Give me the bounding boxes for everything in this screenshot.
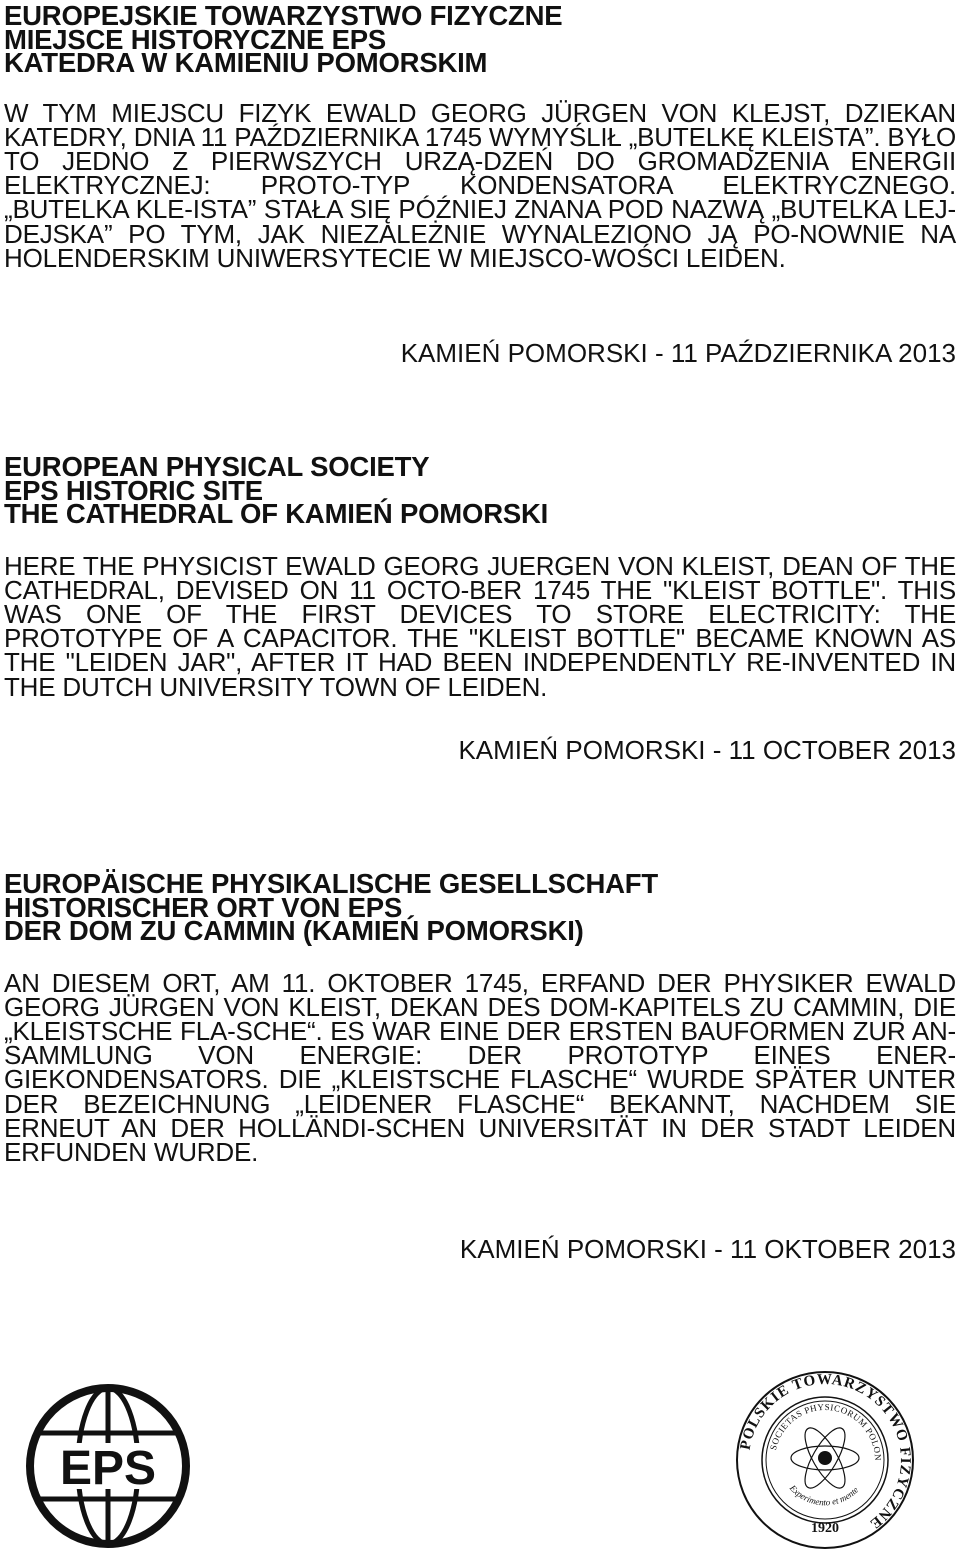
eps-logo — [25, 1383, 191, 1549]
date-line: KAMIEŃ POMORSKI - 11 OKTOBER 2013 — [459, 1234, 956, 1264]
date-line: KAMIEŃ POMORSKI - 11 OCTOBER 2013 — [458, 735, 956, 765]
pfs-seal — [735, 1370, 915, 1550]
heading-line-1: EUROPEAN PHYSICAL SOCIETY — [4, 451, 430, 482]
body-text: W TYM MIEJSCU FIZYK EWALD GEORG JÜRGEN VON KLEJST, DZIEKAN KATEDRY, DNIA 11 PAŹDZIERNIKA 1745 WYMYŚLIŁ „BUTELKĘ KLEISTA”. BYŁO TO JEDNO Z PIERWSZYCH URZĄ-DZEŃ DO GROMADZENIA ENERGII ELEKTRYCZNEJ: PROTO-TYP KONDENSATORA ELEKTRYCZNEGO. „BUTELKA KLE-ISTA” STAŁA SIĘ PÓŹNIEJ ZNANA POD NAZWĄ „BUTELKA LEJ-DEJSKA” PO TYM, JAK NIEZALEŻNIE WYNALEZIONO JĄ PO-NOWNIE NA HOLENDERSKIM UNIWERSYTECIE W MIEJSCO-WOŚCI LEIDEN. — [4, 97, 956, 273]
polish-physical-society-seal-icon — [735, 1370, 915, 1550]
heading-line-3: KATEDRA W KAMIENIU POMORSKIM — [4, 47, 488, 78]
date-line: KAMIEŃ POMORSKI - 11 PAŹDZIERNIKA 2013 — [400, 338, 956, 368]
heading-line-2: EPS HISTORIC SITE — [4, 474, 263, 506]
eps-globe-logo-icon — [25, 1383, 191, 1549]
eps-logo-text: EPS — [59, 1442, 157, 1495]
seal-motto: Experimento et mente — [787, 1483, 861, 1508]
seal-outer-text: POLSKIE TOWARZYSTWO FIZYCZNE — [737, 1371, 914, 1532]
heading-line-1: EUROPEJSKIE TOWARZYSTWO FIZYCZNE — [4, 0, 563, 31]
body-text: HERE THE PHYSICIST EWALD GEORG JUERGEN VON KLEIST, DEAN OF THE CATHEDRAL, DEVISED ON 11 OCTO-BER 1745 THE "KLEIST BOTTLE". THIS WAS ONE OF THE FIRST DEVICES TO STORE ELECTRICITY: THE PROTOTYPE OF A CAPACITOR. THE "KLEIST BOTTLE" BECAME KNOWN AS THE "LEIDEN JAR", AFTER IT HAD BEEN INDEPENDENTLY RE-INVENTED IN THE DUTCH UNIVERSITY TOWN OF LEIDEN. — [4, 550, 956, 702]
body-text: AN DIESEM ORT, AM 11. OKTOBER 1745, ERFAND DER PHYSIKER EWALD GEORG JÜRGEN VON KLEIST, DEKAN DES DOM-KAPITELS ZU CAMMIN, DIE „KLEISTSCHE FLA-SCHE“. ES WAR EINE DER ERSTEN BAUFORMEN ZUR AN-SAMMLUNG VON ENERGIE: DER PROTOTYP EINES ENER-GIEKONDENSATORS. DIE „KLEISTSCHE FLASCHE“ WURDE SPÄTER UNTER DER BEZEICHNUNG „LEIDENER FLASCHE“ BEKANNT, NACHDEM SIE ERNEUT AN DER HOLLÄNDI-SCHEN UNIVERSITÄT IN DER STADT LEIDEN ERFUNDEN WURDE. — [4, 967, 956, 1167]
seal-inner-text: SOCIETAS PHYSICORUM POLON — [768, 1401, 884, 1462]
heading-line-1: EUROPÄISCHE PHYSIKALISCHE GESELLSCHAFT — [4, 868, 658, 899]
heading-line-3: THE CATHEDRAL OF KAMIEŃ POMORSKI — [4, 498, 549, 529]
heading-line-3: DER DOM ZU CAMMIN (KAMIEŃ POMORSKI) — [4, 915, 584, 946]
section-english — [4, 451, 956, 765]
seal-year: 1920 — [811, 1521, 839, 1536]
section-polish — [4, 0, 956, 368]
heading-line-2: HISTORISCHER ORT VON EPS — [4, 891, 403, 923]
svg-text:Experimento et mente — [787, 1482, 860, 1507]
section-german — [4, 868, 956, 1264]
heading-line-2: MIEJSCE HISTORYCZNE EPS — [4, 23, 387, 55]
